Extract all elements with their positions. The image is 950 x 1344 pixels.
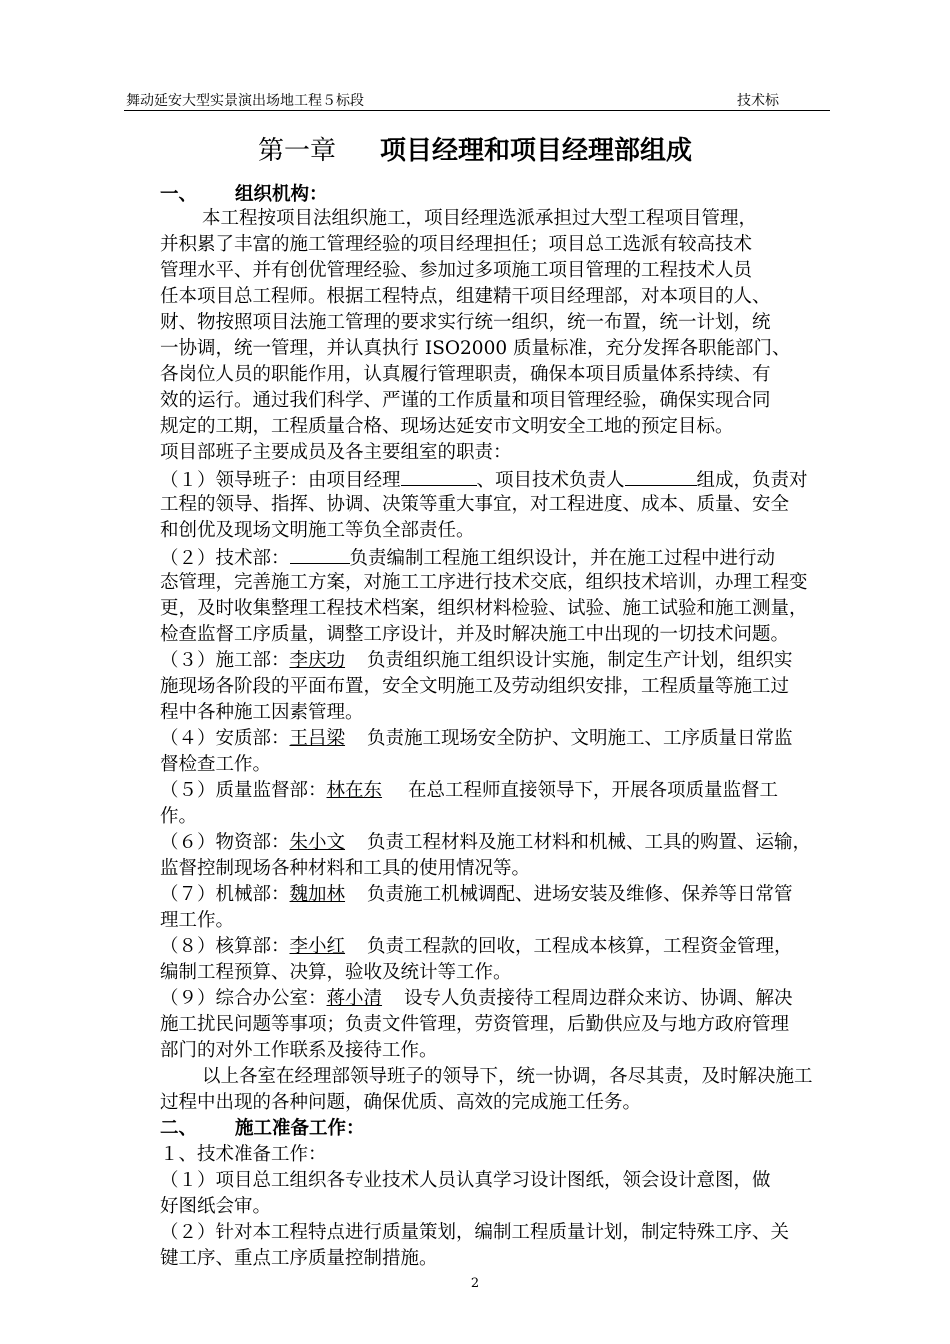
paragraph-line: 过程中出现的各种问题，确保优质、高效的完成施工任务。 [160,1092,642,1113]
header-rule [124,110,830,111]
duty-item-safety-quality: （４）安质部：王吕梁 负责施工现场安全防护、文明施工、工序质量日常监 [160,728,793,749]
person-name: 李庆功 [289,650,346,671]
paragraph-line: 理工作。 [160,910,235,931]
section-1-title: 组织机构： [235,184,328,205]
duty-item-general-office: （９）综合办公室：蒋小清 设专人负责接待工程周边群众来访、协调、解决 [160,988,793,1009]
page-number: 2 [470,1276,480,1291]
section-1-number: 一、 [160,184,198,205]
paragraph-line: 键工序、重点工序质量控制措施。 [160,1248,438,1269]
paragraph-line: 各岗位人员的职能作用，认真履行管理职责，确保本项目质量体系持续、有 [160,364,771,385]
section-2-heading [160,1117,840,1141]
paragraph-line: 监督控制现场各种材料和工具的使用情况等。 [160,858,531,879]
section-2-title: 施工准备工作： [235,1118,365,1139]
blank-field [625,467,697,486]
header-project: 舞动延安大型实景演出场地工程５标段 [126,93,364,109]
chapter-heading: 项目经理和项目经理部组成 [380,136,693,166]
person-name: 蒋小清 [326,988,383,1009]
duty-item-leadership: （１）领导班子：由项目经理 、项目技术负责人 组成，负责对 [160,467,840,493]
paragraph-line: 财、物按照项目法施工管理的要求实行统一组织，统一布置，统一计划，统 [160,312,771,333]
duty-item-construction: （３）施工部：李庆功 负责组织施工组织设计实施，制定生产计划，组织实 [160,650,793,671]
paragraph-line: 编制工程预算、决算，验收及统计等工作。 [160,962,512,983]
paragraph-line: 施工扰民问题等事项；负责文件管理，劳资管理，后勤供应及与地方政府管理 [160,1014,790,1035]
section-2-number: 二、 [160,1118,198,1139]
blank-field [401,467,477,486]
paragraph-line: 任本项目总工程师。根据工程特点，组建精干项目经理部，对本项目的人、 [160,286,771,307]
paragraph-line: 效的运行。通过我们科学、严谨的工作质量和项目管理经验，确保实现合同 [160,390,771,411]
paragraph-line: 一协调，统一管理，并认真执行 ISO2000 质量标准，充分发挥各职能部门、 [160,338,791,359]
paragraph-line: （２）针对本工程特点进行质量策划，编制工程质量计划，制定特殊工序、关 [160,1222,790,1243]
header-label: 技术标 [737,93,779,109]
duty-item-quality-supervision: （５）质量监督部：林在东 在总工程师直接领导下，开展各项质量监督工 [160,780,779,801]
duty-item-accounting: （８）核算部：李小红 负责工程款的回收，工程成本核算，工程资金管理， [160,936,793,957]
paragraph-line: 程中各种施工因素管理。 [160,702,364,723]
person-name: 魏加林 [289,884,346,905]
paragraph-line: 并积累了丰富的施工管理经验的项目经理担任；项目总工选派有较高技术 [160,234,753,255]
paragraph-line: 和创优及现场文明施工等负全部责任。 [160,520,475,541]
paragraph-line: 检查监督工序质量，调整工序设计，并及时解决施工中出现的一切技术问题。 [160,624,790,645]
duty-item-machinery: （７）机械部：魏加林 负责施工机械调配、进场安装及维修、保养等日常管 [160,884,793,905]
paragraph-line: 本工程按项目法组织施工，项目经理选派承担过大型工程项目管理， [202,208,758,229]
duty-item-technical: （２）技术部： 负责编制工程施工组织设计，并在施工过程中进行动 [160,545,840,571]
paragraph-line: 规定的工期，工程质量合格、现场达延安市文明安全工地的预定目标。 [160,416,734,437]
paragraph-line: 作。 [160,806,198,827]
paragraph-line: 部门的对外工作联系及接待工作。 [160,1040,438,1061]
chapter-number: 第一章 [257,136,336,166]
paragraph-line: 督检查工作。 [160,754,272,775]
duty-item-materials: （６）物资部：朱小文 负责工程材料及施工材料和机械、工具的购置、运输， [160,832,812,853]
paragraph-line: 施现场各阶段的平面布置，安全文明施工及劳动组织安排，工程质量等施工过 [160,676,790,697]
paragraph-line: 工程的领导、指挥、协调、决策等重大事宜，对工程进度、成本、质量、安全 [160,494,790,515]
paragraph-line: 更，及时收集整理工程技术档案，组织材料检验、试验、施工试验和施工测量， [160,598,808,619]
paragraph-line: 项目部班子主要成员及各主要组室的职责： [160,442,512,463]
chapter-title [0,130,950,167]
paragraph-line: 管理水平、并有创优管理经验、参加过多项施工项目管理的工程技术人员 [160,260,753,281]
paragraph-line: （１）项目总工组织各专业技术人员认真学习设计图纸，领会设计意图，做 [160,1170,771,1191]
paragraph-line: 态管理，完善施工方案，对施工工序进行技术交底，组织技术培训，办理工程变 [160,572,808,593]
person-name: 王吕梁 [289,728,346,749]
subsection-heading: １、技术准备工作： [160,1144,327,1165]
person-name: 朱小文 [289,832,346,853]
section-1-heading [160,183,840,207]
paragraph-line: 好图纸会审。 [160,1196,272,1217]
paragraph-line: 以上各室在经理部领导班子的领导下，统一协调，各尽其责，及时解决施工 [202,1066,813,1087]
person-name: 李小红 [289,936,346,957]
blank-field [290,545,350,564]
person-name: 林在东 [326,780,383,801]
